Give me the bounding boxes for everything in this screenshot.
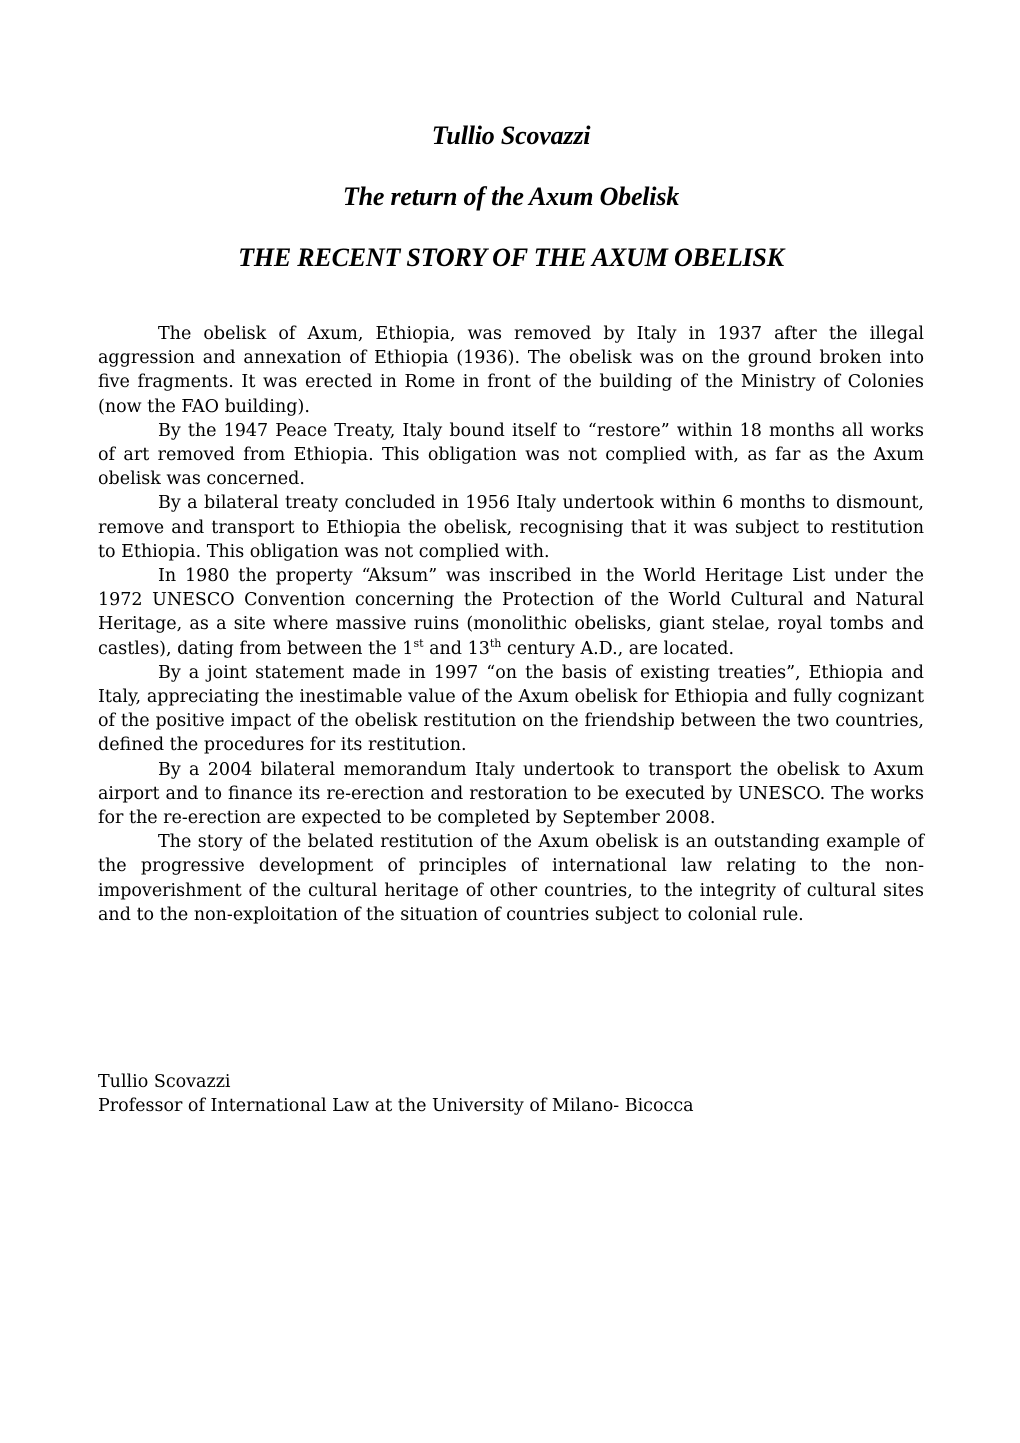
superscript-th: th <box>489 636 502 650</box>
paragraph-3: By a bilateral treaty concluded in 1956 Italy undertook within 6 months to dismount, remove and transport to Ethiopia the obelisk, recognising that it was subject to restitution to Ethiopia. This obligation was not complied with. <box>98 493 924 562</box>
document-body <box>98 322 924 927</box>
paragraph-4-text-b: and 13 <box>423 638 490 659</box>
paragraph-1: The obelisk of Axum, Ethiopia, was removed by Italy in 1937 after the illegal aggression and annexation of Ethiopia (1936). The obelisk was on the ground broken into five fragments. It was erected in Rome in front of the building of the Ministry of Colonies (now the FAO building). <box>98 324 924 417</box>
main-title: THE RECENT STORY OF THE AXUM OBELISK <box>238 243 784 272</box>
document-page <box>98 118 924 927</box>
paragraph-5: By a joint statement made in 1997 “on the basis of existing treaties”, Ethiopia and Italy, appreciating the inestimable value of the Axum obelisk for Ethiopia and fully cognizant of the positive impact of the obelisk restitution on the friendship between the two countries, defined the procedures for its restitution. <box>98 662 924 756</box>
signature-affiliation: Professor of International Law at the University of Milano- Bicocca <box>98 1096 694 1117</box>
superscript-st: st <box>413 636 424 650</box>
signature-name: Tullio Scovazzi <box>98 1072 231 1092</box>
author-heading: Tullio Scovazzi <box>431 121 591 150</box>
paragraph-2: By the 1947 Peace Treaty, Italy bound itself to “restore” within 18 months all works of art removed from Ethiopia. This obligation was not complied with, as far as the Axum obelisk was concerned. <box>98 420 924 490</box>
paragraph-4-text-c: century A.D., are located. <box>501 638 735 659</box>
paragraph-4-text-a: In 1980 the property “Aksum” was inscribed in the World Heritage List under the 1972 UNESCO Convention concerning the Protection of the World Cultural and Natural Heritage, as a site where massive ruins (monolithic obelisks, giant stelae, royal tombs and castles), dating from between the 1 <box>98 566 924 659</box>
paragraph-7: The story of the belated restitution of the Axum obelisk is an outstanding example of the progressive development of principles of international law relating to the non-impoverishment of the cultural heritage of other countries, to the integrity of cultural sites and to the non-exploitation of the situation of countries subject to colonial rule. <box>98 832 924 925</box>
subtitle-heading: The return of the Axum Obelisk <box>342 182 680 211</box>
paragraph-4 <box>98 564 924 661</box>
signature-block <box>98 1070 924 1118</box>
paragraph-6: By a 2004 bilateral memorandum Italy undertook to transport the obelisk to Axum airport and to finance its re-erection and restoration to be executed by UNESCO. The works for the re-erection are expected to be completed by September 2008. <box>98 759 924 829</box>
